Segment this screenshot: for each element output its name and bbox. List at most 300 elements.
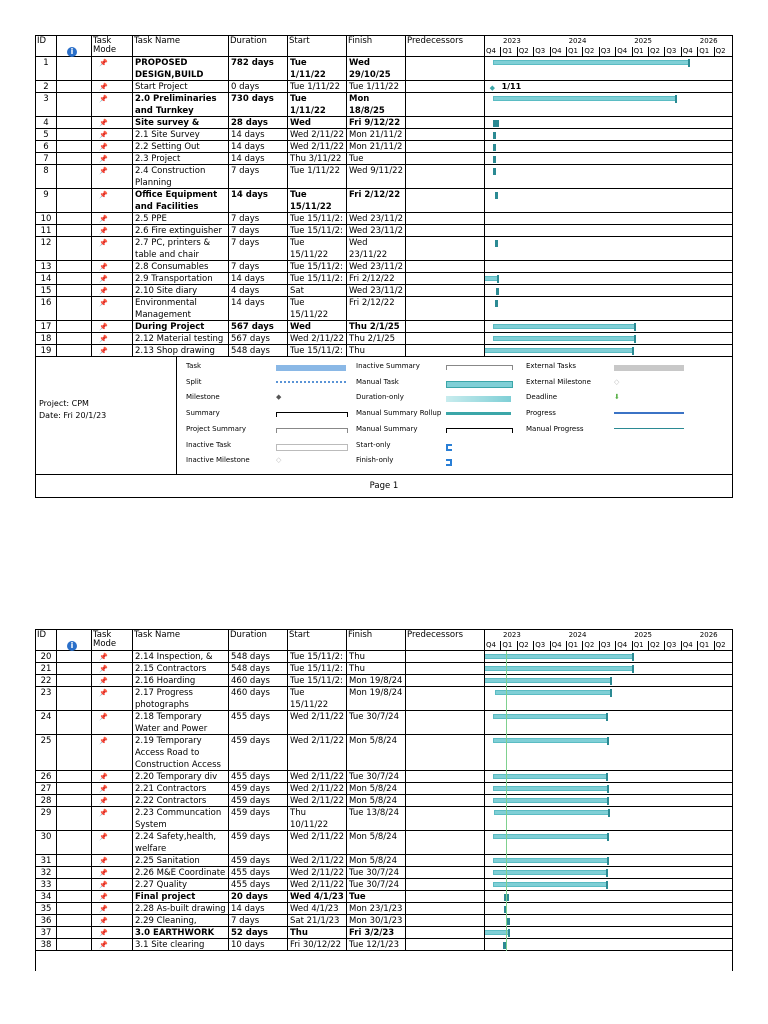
row-start[interactable]: Wed 2/11/22 [288,831,347,854]
row-predecessors[interactable] [406,663,485,674]
row-duration[interactable]: 782 days [229,57,288,80]
row-task-mode[interactable] [92,237,133,260]
row-start[interactable]: Tue 15/11/2: [288,261,347,272]
row-task-name[interactable]: 2.18 Temporary Water and Power [133,711,229,734]
table-row[interactable] [35,783,733,795]
table-row[interactable] [35,927,733,939]
row-duration[interactable]: 455 days [229,879,288,890]
gantt-bar[interactable] [493,144,496,151]
row-start[interactable]: Tue 1/11/22 [288,81,347,92]
row-start[interactable]: Tue 15/11/2: [288,663,347,674]
gantt-bar[interactable] [493,834,608,839]
table-row[interactable] [35,867,733,879]
table-row[interactable] [35,687,733,711]
row-finish[interactable]: Wed 23/11/2 [347,213,406,224]
gantt-bar[interactable] [493,774,607,779]
gantt-bar[interactable] [493,738,608,743]
row-predecessors[interactable] [406,225,485,236]
gantt-bar[interactable] [493,336,635,341]
row-finish[interactable]: Tue 12/1/23 [347,939,406,950]
row-duration[interactable]: 7 days [229,225,288,236]
row-task-name[interactable]: Start Project [133,81,229,92]
gantt-bar[interactable] [485,654,633,659]
gantt-bar[interactable] [507,918,510,925]
row-finish[interactable]: Tue [347,891,406,902]
row-duration[interactable]: 567 days [229,321,288,332]
row-task-mode[interactable] [92,663,133,674]
gantt-bar[interactable] [485,678,611,683]
row-predecessors[interactable] [406,153,485,164]
table-row[interactable] [35,903,733,915]
row-start[interactable]: Wed 2/11/22 [288,855,347,866]
row-predecessors[interactable] [406,285,485,296]
row-task-mode[interactable] [92,261,133,272]
gantt-bar[interactable] [493,786,608,791]
row-start[interactable]: Wed 4/1/23 [288,891,347,902]
table-row[interactable] [35,273,733,285]
row-start[interactable]: Wed 4/1/23 [288,903,347,914]
row-start[interactable]: Wed 2/11/22 [288,735,347,770]
row-duration[interactable]: 455 days [229,711,288,734]
row-task-name[interactable]: 2.13 Shop drawing [133,345,229,356]
row-task-mode[interactable] [92,855,133,866]
row-start[interactable]: Thu 3/11/22 [288,153,347,164]
row-predecessors[interactable] [406,927,485,938]
row-finish[interactable]: Tue 30/7/24 [347,771,406,782]
row-start[interactable]: Tue 15/11/2: [288,273,347,284]
row-task-name[interactable]: 2.0 Preliminaries and Turnkey [133,93,229,116]
table-row[interactable] [35,297,733,321]
row-predecessors[interactable] [406,261,485,272]
row-start[interactable]: Tue 1/11/22 [288,57,347,80]
row-predecessors[interactable] [406,915,485,926]
col-id-header[interactable]: ID [36,36,57,58]
row-duration[interactable]: 548 days [229,651,288,662]
row-start[interactable]: Fri 30/12/22 [288,939,347,950]
table-row[interactable] [35,663,733,675]
row-task-name[interactable]: 2.20 Temporary div [133,771,229,782]
row-task-name[interactable]: 2.7 PC, printers & table and chair [133,237,229,260]
table-row[interactable] [35,81,733,93]
row-finish[interactable]: Fri 3/2/23 [347,927,406,938]
row-finish[interactable]: Tue 1/11/22 [347,81,406,92]
row-start[interactable]: Wed 2/11/22 [288,129,347,140]
gantt-bar[interactable] [495,690,611,695]
row-finish[interactable]: Tue 30/7/24 [347,879,406,890]
row-predecessors[interactable] [406,129,485,140]
row-task-mode[interactable] [92,225,133,236]
gantt-bar[interactable] [495,192,498,199]
row-finish[interactable]: Mon 21/11/2 [347,141,406,152]
row-finish[interactable]: Mon 5/8/24 [347,855,406,866]
row-task-mode[interactable] [92,321,133,332]
row-start[interactable]: Thu [288,927,347,938]
row-predecessors[interactable] [406,189,485,212]
row-task-name[interactable]: 2.2 Setting Out [133,141,229,152]
gantt-bar[interactable] [493,324,635,329]
row-finish[interactable]: Mon 19/8/24 [347,675,406,686]
row-finish[interactable]: Tue 13/8/24 [347,807,406,830]
row-task-name[interactable]: 3.1 Site clearing [133,939,229,950]
row-task-mode[interactable] [92,831,133,854]
table-row[interactable] [35,93,733,117]
row-start[interactable]: Tue 15/11/2: [288,675,347,686]
table-row[interactable] [35,891,733,903]
row-predecessors[interactable] [406,903,485,914]
row-predecessors[interactable] [406,165,485,188]
row-finish[interactable]: Mon 30/1/23 [347,915,406,926]
gantt-bar[interactable] [496,288,499,295]
table-row[interactable] [35,879,733,891]
milestone-diamond[interactable]: ◆ [489,84,495,92]
row-finish[interactable]: Wed 23/11/2 [347,225,406,236]
table-row[interactable] [35,333,733,345]
row-duration[interactable]: 455 days [229,771,288,782]
row-task-name[interactable]: 2.6 Fire extinguisher [133,225,229,236]
row-start[interactable]: Tue 15/11/22 [288,237,347,260]
row-predecessors[interactable] [406,687,485,710]
row-start[interactable]: Tue 15/11/22 [288,687,347,710]
row-task-mode[interactable] [92,165,133,188]
row-predecessors[interactable] [406,141,485,152]
row-task-mode[interactable] [92,189,133,212]
row-finish[interactable]: Tue [347,153,406,164]
row-finish[interactable]: Fri 2/12/22 [347,189,406,212]
row-task-name[interactable]: 2.1 Site Survey [133,129,229,140]
row-finish[interactable]: Thu 2/1/25 [347,333,406,344]
table-row[interactable] [35,189,733,213]
row-task-name[interactable]: 2.9 Transportation [133,273,229,284]
gantt-bar[interactable] [493,96,676,101]
row-duration[interactable]: 14 days [229,297,288,320]
row-task-mode[interactable] [92,915,133,926]
col-predecessors-header[interactable]: Predecessors [406,36,485,58]
row-task-name[interactable]: 2.8 Consumables [133,261,229,272]
gantt-bar[interactable] [493,798,608,803]
table-row[interactable] [35,57,733,81]
col-start-header[interactable]: Start [288,36,347,58]
row-duration[interactable]: 14 days [229,903,288,914]
row-duration[interactable]: 7 days [229,915,288,926]
row-task-mode[interactable] [92,927,133,938]
row-task-mode[interactable] [92,879,133,890]
row-predecessors[interactable] [406,57,485,80]
row-predecessors[interactable] [406,783,485,794]
row-predecessors[interactable] [406,117,485,128]
row-task-mode[interactable] [92,891,133,902]
row-finish[interactable]: Wed 23/11/2 [347,261,406,272]
row-task-name[interactable]: 2.17 Progress photographs [133,687,229,710]
row-duration[interactable]: 52 days [229,927,288,938]
table-row[interactable] [35,153,733,165]
row-start[interactable]: Tue 15/11/2: [288,225,347,236]
row-duration[interactable]: 460 days [229,687,288,710]
table-row[interactable] [35,711,733,735]
gantt-bar[interactable] [495,240,498,247]
row-duration[interactable]: 0 days [229,81,288,92]
row-duration[interactable]: 548 days [229,663,288,674]
row-task-mode[interactable] [92,333,133,344]
row-predecessors[interactable] [406,855,485,866]
row-task-name[interactable]: 2.19 Temporary Access Road to Construction Access [133,735,229,770]
row-task-mode[interactable] [92,867,133,878]
row-predecessors[interactable] [406,651,485,662]
row-duration[interactable]: 7 days [229,165,288,188]
gantt-bar[interactable] [493,870,607,875]
row-duration[interactable]: 4 days [229,285,288,296]
col-duration-header[interactable]: Duration [229,630,288,652]
row-predecessors[interactable] [406,711,485,734]
row-start[interactable]: Wed [288,321,347,332]
row-predecessors[interactable] [406,771,485,782]
row-task-name[interactable]: Site survey & [133,117,229,128]
gantt-bar[interactable] [495,300,498,307]
row-predecessors[interactable] [406,237,485,260]
table-row[interactable] [35,117,733,129]
table-row[interactable] [35,831,733,855]
col-task-name-header[interactable]: Task Name [133,630,229,652]
row-task-name[interactable]: 2.22 Contractors [133,795,229,806]
row-task-mode[interactable] [92,735,133,770]
col-id-header[interactable]: ID [36,630,57,652]
row-start[interactable]: Tue 1/11/22 [288,165,347,188]
row-predecessors[interactable] [406,93,485,116]
row-start[interactable]: Sat 21/1/23 [288,915,347,926]
row-duration[interactable]: 459 days [229,735,288,770]
row-start[interactable]: Wed 2/11/22 [288,879,347,890]
row-start[interactable]: Wed 2/11/22 [288,867,347,878]
row-start[interactable]: Wed 2/11/22 [288,333,347,344]
row-task-name[interactable]: 2.3 Project [133,153,229,164]
table-row[interactable] [35,771,733,783]
gantt-bar[interactable] [485,348,633,353]
table-row[interactable] [35,345,733,357]
row-finish[interactable]: Thu 2/1/25 [347,321,406,332]
table-row[interactable] [35,675,733,687]
row-finish[interactable]: Fri 2/12/22 [347,297,406,320]
table-row[interactable] [35,939,733,951]
col-predecessors-header[interactable]: Predecessors [406,630,485,652]
gantt-bar[interactable] [493,156,496,163]
table-row[interactable] [35,651,733,663]
row-finish[interactable]: Mon 5/8/24 [347,831,406,854]
row-start[interactable]: Tue 1/11/22 [288,93,347,116]
col-info-header[interactable] [57,630,92,652]
row-predecessors[interactable] [406,345,485,356]
row-finish[interactable]: Fri 2/12/22 [347,273,406,284]
row-task-name[interactable]: 2.12 Material testing [133,333,229,344]
row-duration[interactable]: 7 days [229,237,288,260]
col-finish-header[interactable]: Finish [347,36,406,58]
table-row[interactable] [35,213,733,225]
row-task-mode[interactable] [92,807,133,830]
row-task-name[interactable]: 2.14 Inspection, & [133,651,229,662]
row-duration[interactable]: 7 days [229,213,288,224]
row-task-mode[interactable] [92,795,133,806]
row-task-mode[interactable] [92,93,133,116]
row-duration[interactable]: 28 days [229,117,288,128]
row-duration[interactable]: 14 days [229,153,288,164]
row-task-name[interactable]: Final project [133,891,229,902]
row-finish[interactable]: Mon 5/8/24 [347,795,406,806]
row-task-mode[interactable] [92,711,133,734]
row-start[interactable]: Tue 15/11/2: [288,345,347,356]
col-task-mode-header[interactable]: Task Mode [92,630,133,652]
row-duration[interactable]: 459 days [229,831,288,854]
row-predecessors[interactable] [406,321,485,332]
row-predecessors[interactable] [406,795,485,806]
row-finish[interactable]: Mon 23/1/23 [347,903,406,914]
gantt-bar[interactable] [493,714,607,719]
gantt-bar[interactable] [485,276,498,281]
row-task-name[interactable]: 2.27 Quality [133,879,229,890]
row-duration[interactable]: 567 days [229,333,288,344]
row-duration[interactable]: 455 days [229,867,288,878]
row-predecessors[interactable] [406,273,485,284]
row-task-mode[interactable] [92,129,133,140]
row-duration[interactable]: 10 days [229,939,288,950]
row-predecessors[interactable] [406,333,485,344]
row-task-name[interactable]: 2.15 Contractors [133,663,229,674]
row-finish[interactable]: Wed 9/11/22 [347,165,406,188]
row-finish[interactable]: Mon 5/8/24 [347,783,406,794]
table-row[interactable] [35,855,733,867]
row-duration[interactable]: 460 days [229,675,288,686]
row-finish[interactable]: Tue 30/7/24 [347,711,406,734]
table-row[interactable] [35,735,733,771]
gantt-bar[interactable] [485,666,633,671]
row-start[interactable]: Wed 2/11/22 [288,711,347,734]
gantt-bar[interactable] [493,120,500,127]
table-row[interactable] [35,915,733,927]
row-task-mode[interactable] [92,81,133,92]
row-start[interactable]: Wed 2/11/22 [288,795,347,806]
table-row[interactable] [35,225,733,237]
row-task-mode[interactable] [92,939,133,950]
table-row[interactable] [35,129,733,141]
row-finish[interactable]: Mon 19/8/24 [347,687,406,710]
table-row[interactable] [35,261,733,273]
row-task-mode[interactable] [92,783,133,794]
row-predecessors[interactable] [406,867,485,878]
row-duration[interactable]: 548 days [229,345,288,356]
col-task-name-header[interactable]: Task Name [133,36,229,58]
row-task-mode[interactable] [92,297,133,320]
gantt-bar[interactable] [493,882,607,887]
table-row[interactable] [35,807,733,831]
row-task-mode[interactable] [92,273,133,284]
row-finish[interactable]: Thu [347,651,406,662]
row-start[interactable]: Tue 15/11/22 [288,297,347,320]
row-finish[interactable]: Thu [347,345,406,356]
row-duration[interactable]: 730 days [229,93,288,116]
col-info-header[interactable] [57,36,92,58]
table-row[interactable] [35,141,733,153]
row-predecessors[interactable] [406,675,485,686]
row-start[interactable]: Tue 15/11/2: [288,213,347,224]
row-duration[interactable]: 459 days [229,783,288,794]
row-start[interactable]: Tue 15/11/22 [288,189,347,212]
row-task-name[interactable]: 2.24 Safety,health, welfare [133,831,229,854]
gantt-bar[interactable] [493,168,496,175]
gantt-bar[interactable] [493,858,608,863]
row-predecessors[interactable] [406,213,485,224]
table-row[interactable] [35,165,733,189]
row-start[interactable]: Wed 2/11/22 [288,141,347,152]
col-task-mode-header[interactable]: Task Mode [92,36,133,58]
row-duration[interactable]: 14 days [229,273,288,284]
row-task-name[interactable]: 2.23 Communcation System [133,807,229,830]
table-row[interactable] [35,795,733,807]
row-finish[interactable]: Wed 23/11/2 [347,285,406,296]
table-row[interactable] [35,285,733,297]
row-finish[interactable]: Mon 18/8/25 [347,93,406,116]
row-start[interactable]: Tue 15/11/2: [288,651,347,662]
row-task-name[interactable]: 3.0 EARTHWORK [133,927,229,938]
row-finish[interactable]: Thu [347,663,406,674]
row-duration[interactable]: 7 days [229,261,288,272]
row-task-name[interactable]: 2.16 Hoarding [133,675,229,686]
row-task-name[interactable]: Office Equipment and Facilities [133,189,229,212]
row-duration[interactable]: 14 days [229,129,288,140]
row-predecessors[interactable] [406,735,485,770]
row-task-mode[interactable] [92,213,133,224]
table-row[interactable] [35,321,733,333]
row-task-mode[interactable] [92,285,133,296]
row-start[interactable]: Wed [288,117,347,128]
row-duration[interactable]: 14 days [229,189,288,212]
row-finish[interactable]: Wed 23/11/22 [347,237,406,260]
row-start[interactable]: Wed 2/11/22 [288,783,347,794]
row-predecessors[interactable] [406,879,485,890]
row-task-name[interactable]: PROPOSED DESIGN,BUILD [133,57,229,80]
gantt-bar[interactable] [493,60,689,65]
row-task-mode[interactable] [92,345,133,356]
row-task-mode[interactable] [92,57,133,80]
gantt-bar[interactable] [493,132,496,139]
row-task-name[interactable]: 2.10 Site diary [133,285,229,296]
col-start-header[interactable]: Start [288,630,347,652]
row-task-name[interactable]: 2.21 Contractors [133,783,229,794]
row-duration[interactable]: 459 days [229,855,288,866]
row-duration[interactable]: 459 days [229,807,288,830]
row-predecessors[interactable] [406,831,485,854]
row-finish[interactable]: Mon 5/8/24 [347,735,406,770]
col-finish-header[interactable]: Finish [347,630,406,652]
row-task-name[interactable]: 2.4 Construction Planning [133,165,229,188]
row-predecessors[interactable] [406,891,485,902]
row-task-name[interactable]: 2.25 Sanitation [133,855,229,866]
row-duration[interactable]: 20 days [229,891,288,902]
row-task-mode[interactable] [92,117,133,128]
row-finish[interactable]: Mon 21/11/2 [347,129,406,140]
row-task-mode[interactable] [92,771,133,782]
row-task-name[interactable]: 2.29 Cleaning, [133,915,229,926]
row-task-mode[interactable] [92,141,133,152]
row-task-name[interactable]: During Project [133,321,229,332]
gantt-bar[interactable] [494,810,609,815]
row-task-name[interactable]: 2.26 M&E Coordinate [133,867,229,878]
row-predecessors[interactable] [406,939,485,950]
row-task-mode[interactable] [92,675,133,686]
row-predecessors[interactable] [406,807,485,830]
row-task-name[interactable]: Environmental Management [133,297,229,320]
row-start[interactable]: Sat [288,285,347,296]
row-task-name[interactable]: 2.28 As-built drawing [133,903,229,914]
row-task-name[interactable]: 2.5 PPE [133,213,229,224]
row-start[interactable]: Wed 2/11/22 [288,771,347,782]
row-task-mode[interactable] [92,153,133,164]
